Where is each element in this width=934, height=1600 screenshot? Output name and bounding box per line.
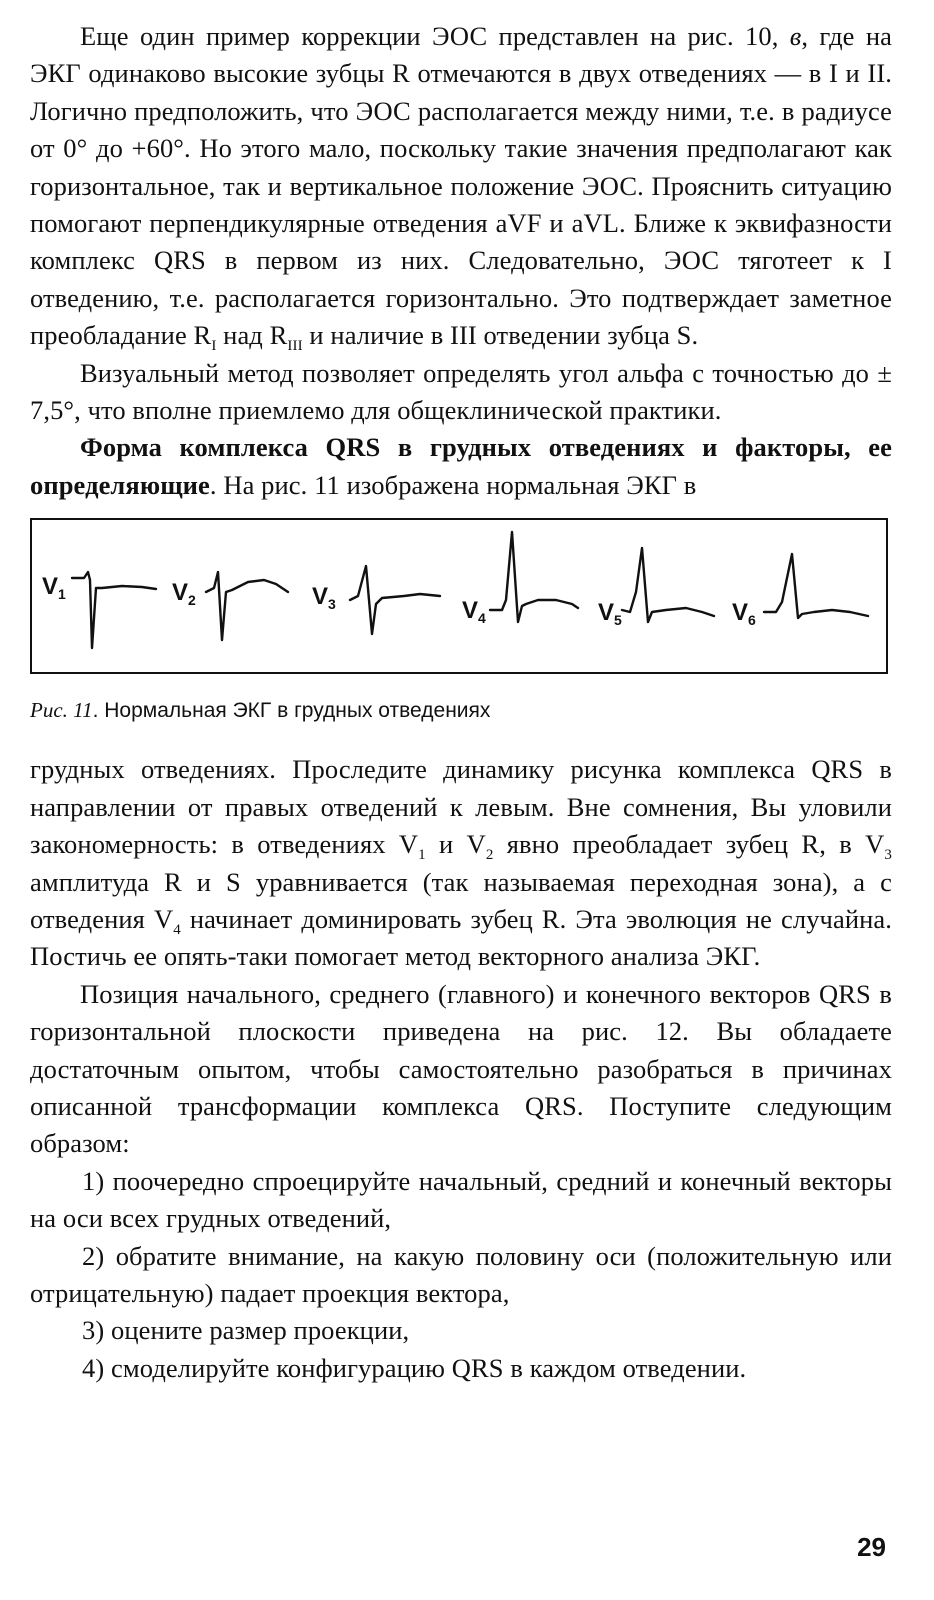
lead-label-v1: $V_1$ (42, 573, 66, 603)
lead-label-v4: $V_4$ (462, 597, 486, 627)
ecg-figure (30, 518, 888, 674)
subscript: 1 (418, 847, 426, 864)
text: и наличие в III отведении зубца S. (302, 320, 699, 351)
list-item-2: 2) обратите внимание, на какую половину оси (положительную или отрицательную) падает проекция вектора, (30, 1240, 892, 1308)
page-number: 29 (857, 1532, 886, 1562)
ecg-trace-v2 (206, 572, 288, 640)
text: Еще один пример коррекции ЭОС представлен на рис. 10, (80, 21, 779, 51)
subscript: I (211, 338, 217, 355)
paragraph-5: Позиция начального, среднего (главного) и конечного векторов QRS в горизонтальной плоскости приведена на рис. 12. Вы обладаете достаточным опытом, чтобы самостоятельно разобраться в причинах описанной трансформации комплекса QRS. Поступите следующим образом: (30, 978, 892, 1159)
subscript: 4 (173, 921, 181, 938)
text: над R (216, 320, 288, 351)
ecg-trace-v3 (350, 566, 440, 634)
paragraph-3 (30, 429, 892, 504)
italic-letter: в (789, 21, 802, 51)
ecg-traces (32, 520, 886, 672)
ecg-trace-v6 (764, 554, 868, 618)
subscript: 3 (884, 847, 892, 864)
text: , где на ЭКГ одинаково высокие зубцы R отмечаются в двух отведениях — в I и II. Логично предположить, что ЭОС располагается между ними, т.е. в радиусе от 0° до +60°. Но этого мало, поскольку такие значения предполагают как горизонтальное, так и вертикальное положение ЭОС. Прояснить ситуацию помогают перпендикулярные отведения aVF и aVL. Ближе к эквифазности комплекс QRS в первом из них. Следовательно, ЭОС тяготеет к I отведению, т.е. располагается горизонтально. Это подтверждает заметное преобладание R (30, 21, 892, 351)
lead-label-v2: $V_2$ (172, 579, 196, 609)
paragraph-2: Визуальный метод позволяет определять угол альфа с точностью до ± 7,5°, что вполне приемлемо для общеклинической практики. (30, 357, 892, 426)
caption-text: . Нормальная ЭКГ в грудных отведениях (92, 699, 491, 723)
list-item-1: 1) поочередно спроецируйте начальный, средний и конечный векторы на оси всех грудных отведений, (30, 1165, 892, 1234)
ecg-trace-v1 (72, 572, 156, 648)
subscript: 2 (485, 847, 494, 864)
lead-label-v5: $V_5$ (598, 599, 622, 629)
list-item-3: 3) оцените размер проекции, (82, 1315, 410, 1346)
text: амплитуда R и S уравнивается (так называемая переходная зона), а с отведения V (30, 866, 892, 934)
document-page (30, 18, 892, 1387)
bold-heading: Форма комплекса QRS в грудных отведениях и факторы, ее определяющие (30, 432, 892, 500)
text: и V (425, 829, 486, 860)
subscript: III (287, 338, 303, 355)
lead-label-v6: $V_6$ (732, 599, 756, 629)
list-item-4: 4) смоделируйте конфигурацию QRS в каждом отведении. (82, 1352, 747, 1383)
text: явно преобладает зубец R, в V (493, 829, 885, 860)
text: начинает доминировать зубец R. Эта эволюция не случайна. Постичь ее опять-таки помогает метод векторного анализа ЭКГ. (30, 903, 892, 972)
paragraph-1 (30, 18, 892, 355)
text: . На рис. 11 изображена нормальная ЭКГ в (209, 469, 697, 500)
caption-figure-number: Рис. 11 (30, 698, 93, 723)
paragraph-4 (30, 751, 892, 975)
ecg-trace-v5 (622, 548, 714, 622)
text: грудных отведениях. Проследите динамику рисунка комплекса QRS в направлении от правых отведений к левым. Вне сомнения, Вы уловили закономерность: в отведениях V (30, 754, 892, 860)
lead-label-v3: $V_3$ (312, 583, 336, 613)
figure-caption (30, 696, 892, 725)
ecg-trace-v4 (490, 532, 578, 622)
